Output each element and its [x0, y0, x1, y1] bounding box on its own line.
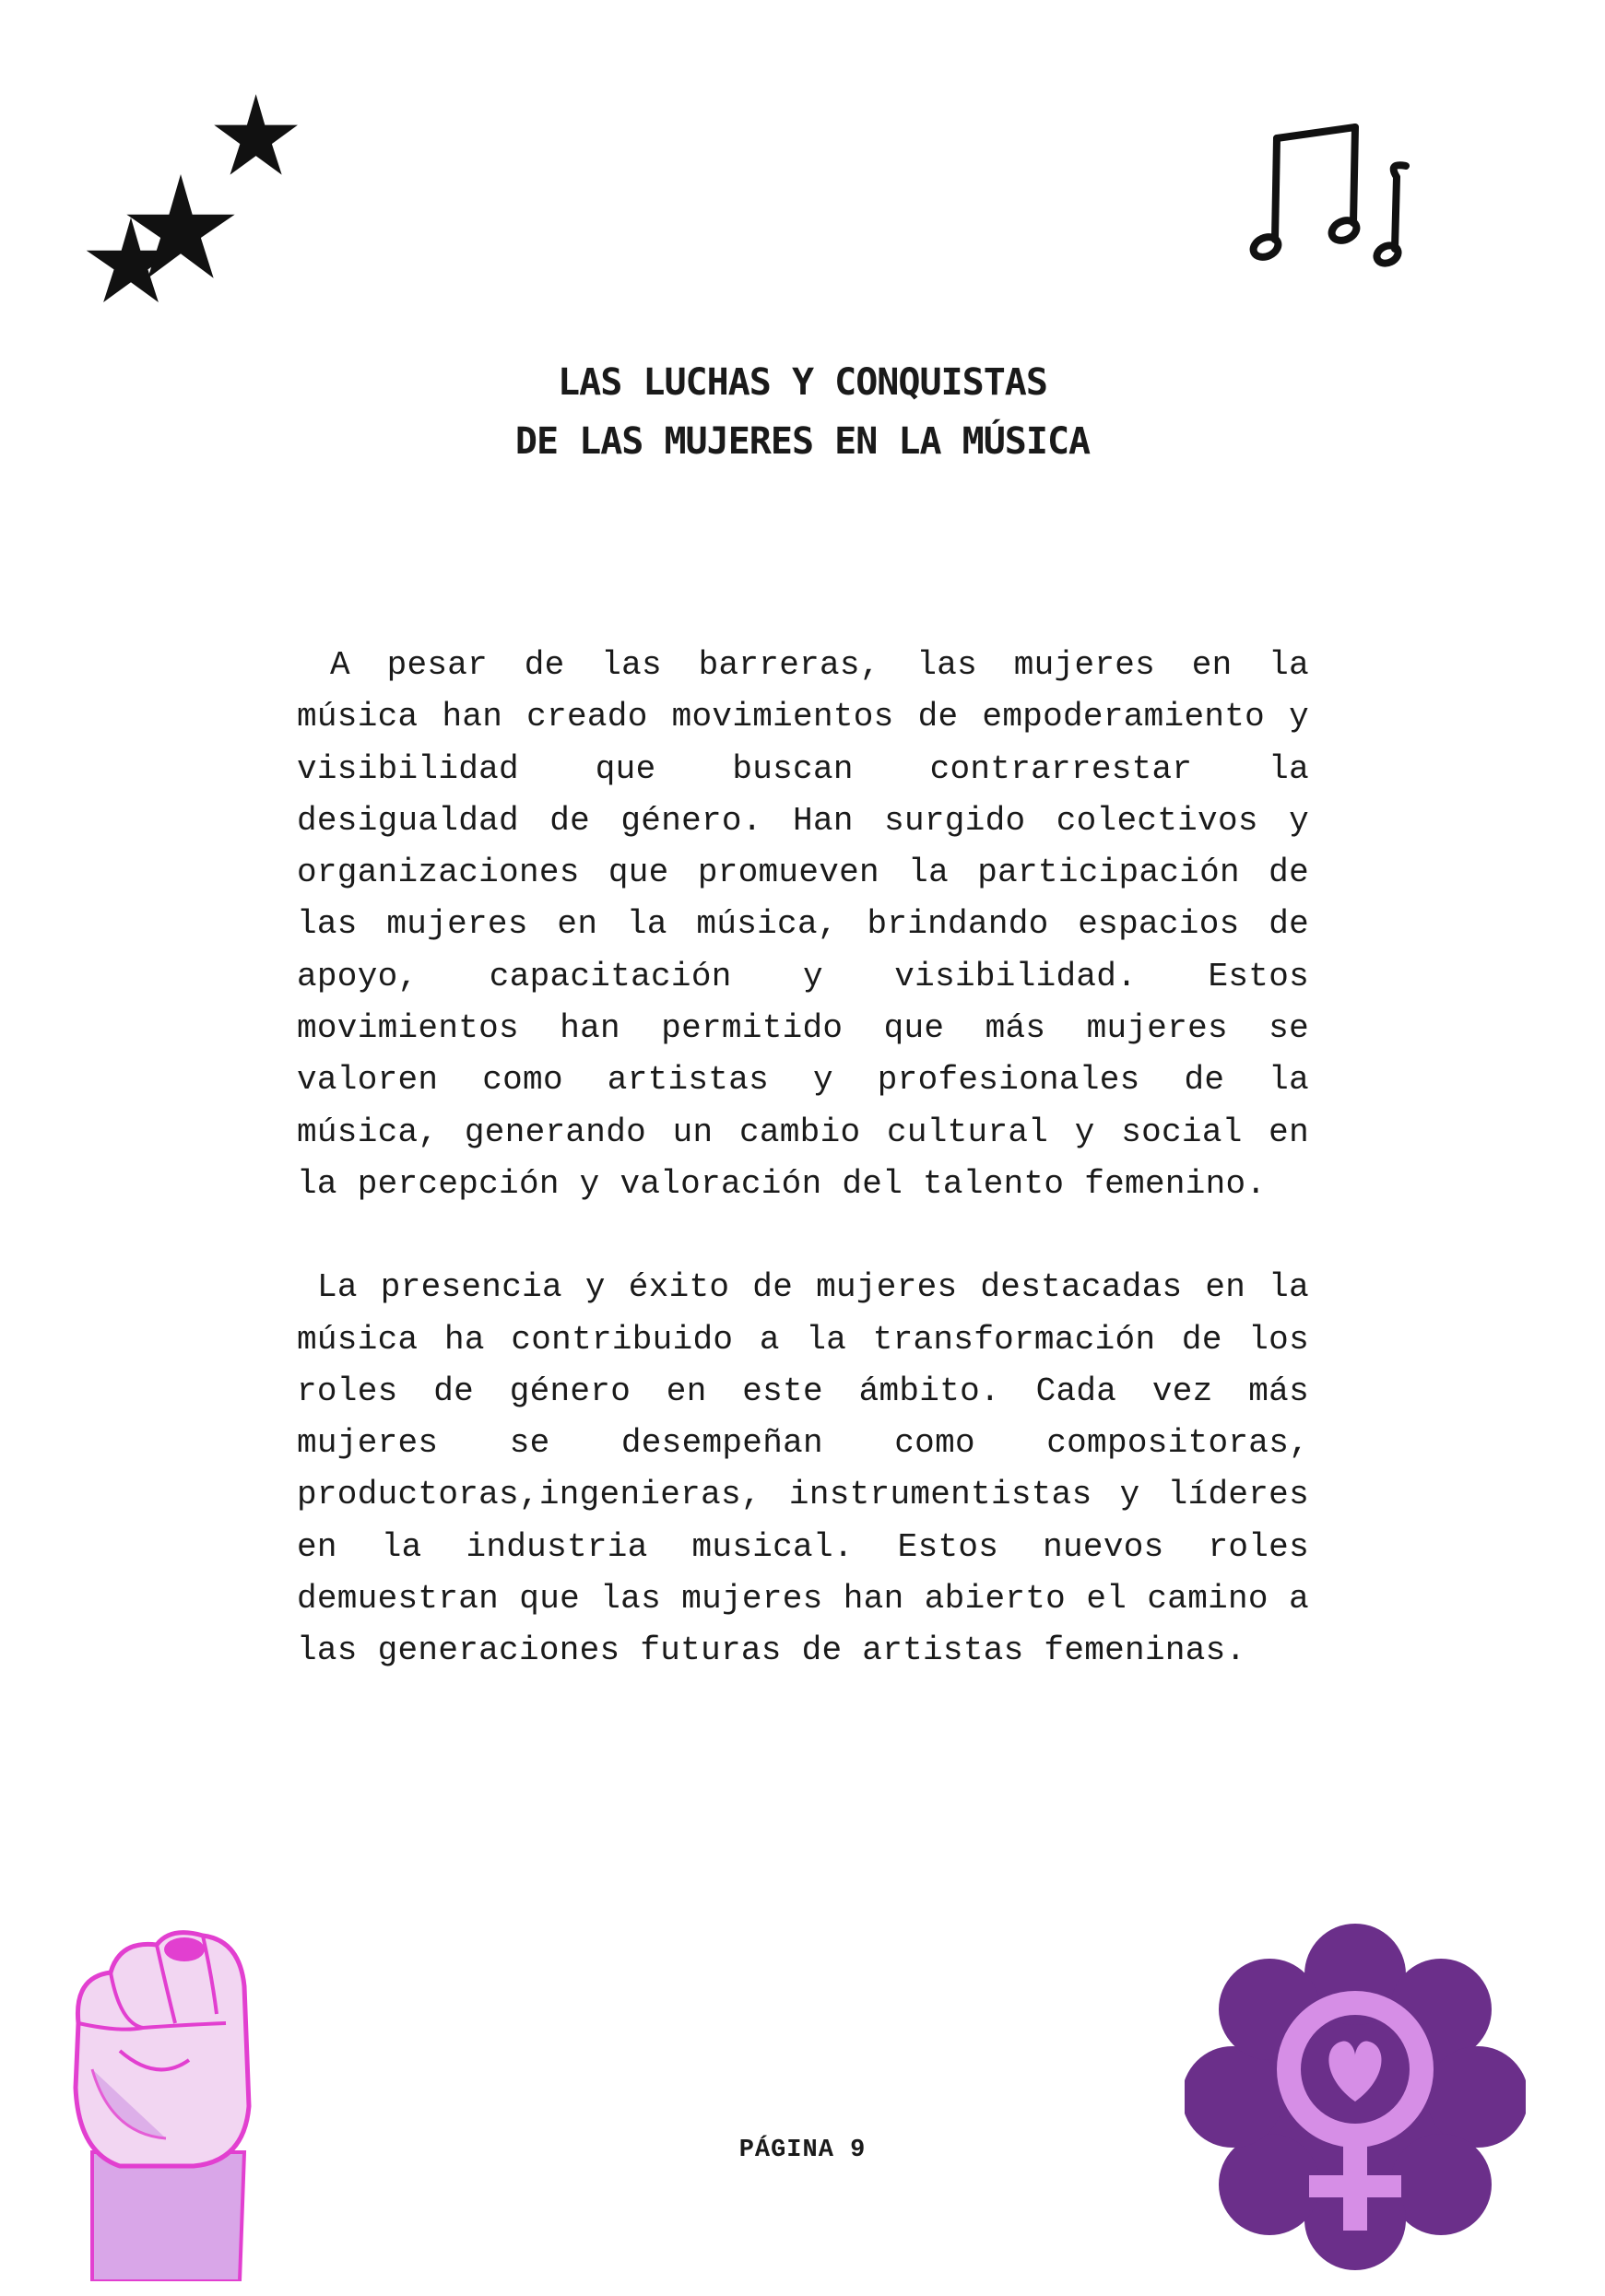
feminist-symbol-flower-icon [1185, 1917, 1526, 2277]
title-line-1: LAS LUCHAS Y CONQUISTAS [558, 361, 1047, 404]
page-title [0, 353, 1605, 471]
body-text [297, 640, 1309, 1678]
paragraph-1: A pesar de las barreras, las mujeres en la música han creado movimientos de empoderamiento y visibilidad que buscan contrarrestar la desigualdad de género. Han surgido colectivos y organizaciones que promueven la participación de las mujeres en la música, brindando espacios de apoyo, capacitación y visibilidad. Estos movimientos han permitido que más mujeres se valoren como artistas y profesionales de la música, generando un cambio cultural y social en la percepción y valoración del talento femenino. [297, 646, 1309, 1203]
raised-fist-icon [55, 1922, 267, 2281]
stars-icon [65, 92, 332, 318]
title-line-2: DE LAS MUJERES EN LA MÚSICA [514, 420, 1091, 463]
music-notes-icon [1249, 120, 1424, 272]
paragraph-2: La presencia y éxito de mujeres destacadas en la música ha contribuido a la transformación de los roles de género en este ámbito. Cada vez más mujeres se desempeñan como compositoras, productoras,ingenieras, instrumentistas y líderes en la industria musical. Estos nuevos roles demuestran que las mujeres han abierto el camino a las generaciones futuras de artistas femeninas. [297, 1268, 1309, 1670]
page-number: PÁGINA 9 [738, 2137, 867, 2164]
